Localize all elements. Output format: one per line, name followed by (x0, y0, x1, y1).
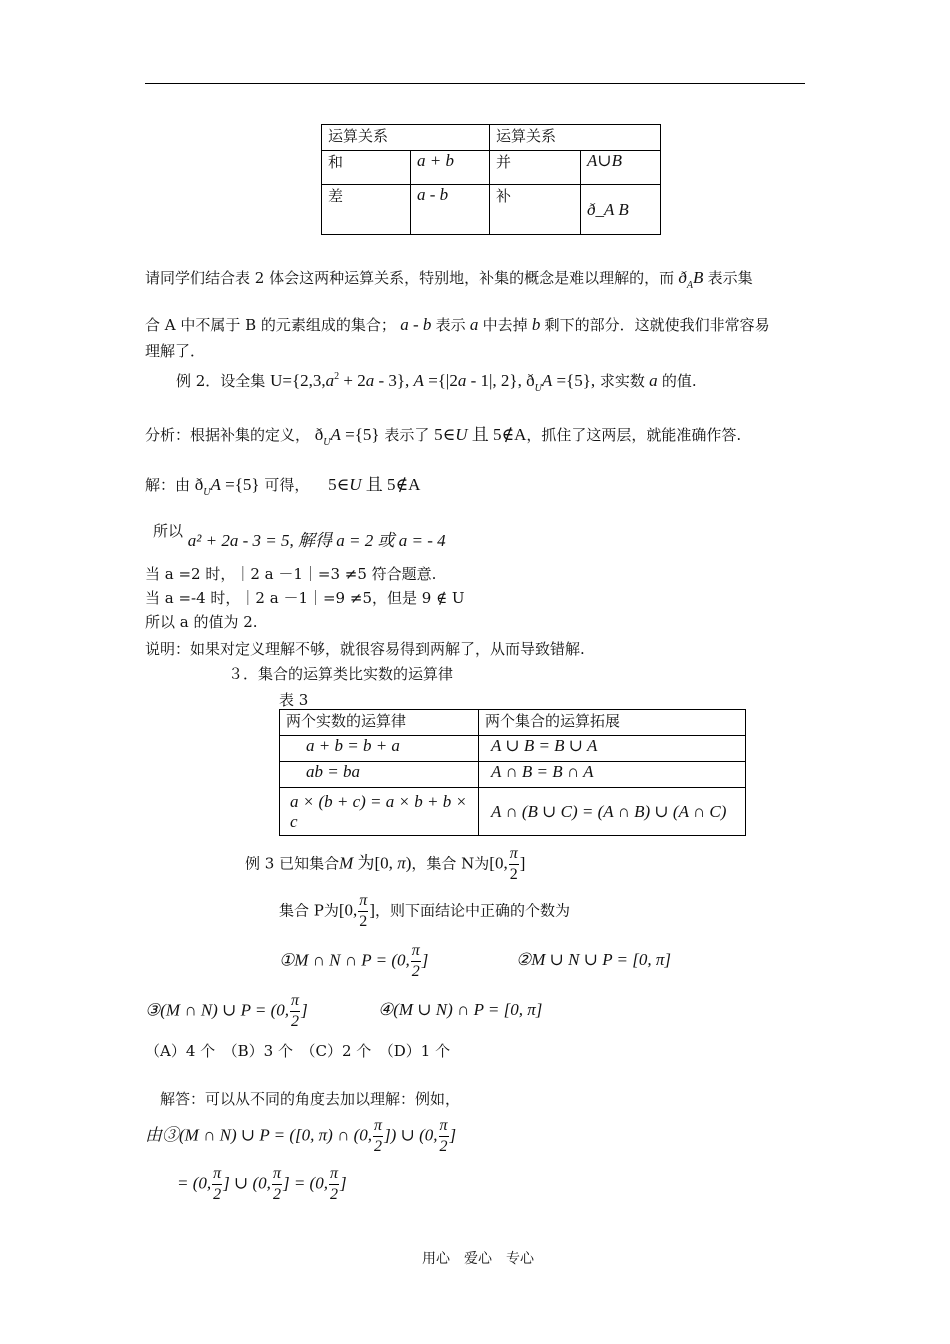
solution-case2: 当 a =-4 时，｜2 a －1｜=9 ≠5，但是 9 ∉ U (145, 589, 465, 607)
derivation-line1: 由③(M ∩ N) ∪ P = ([0, π) ∩ (0, $\frac{\pi}{2}$ ]) ∪ (0, $\frac{\pi}{2}$ ] (145, 1117, 457, 1155)
table3-cell: a + b = b + a (280, 736, 479, 762)
table3-cell: A ∩ (B ∪ C) = (A ∩ B) ∪ (A ∩ C) (479, 788, 746, 836)
section3-heading: ３．集合的运算类比实数的运算律 (228, 665, 454, 683)
table3-cell: A ∩ B = B ∩ A (479, 762, 746, 788)
solution-so: 所以 a² + 2a - 3 = 5, 解得 a = 2 或 a = - 4 (153, 522, 446, 550)
table3-col1-header: 两个实数的运算律 (280, 710, 479, 736)
analysis-line: 分析：根据补集的定义， $ð_UA =\{5\}$ 表示了 5∈U 且 5∉A，抓住了这两层，就能准确作答. (145, 425, 742, 448)
table1-cell: a - b (411, 185, 490, 235)
table1-cell: A∪B (581, 151, 661, 185)
table1-cell: 并 (490, 151, 581, 185)
operation-table-3 (279, 709, 746, 836)
table1-cell: 和 (322, 151, 411, 185)
table1-header-right: 运算关系 (490, 125, 661, 151)
table1-cell: 补 (490, 185, 581, 235)
paragraph-line: 合 A 中不属于 B 的元素组成的集合； a - b 表示 a 中去掉 b 剩下的部分．这就使我们非常容易 (145, 315, 770, 334)
option-1: ①M ∩ N ∩ P = (0, $\frac{\pi}{2}$ ] (279, 942, 429, 980)
table3-cell: a × (b + c) = a × b + b × c (280, 788, 479, 836)
solution-line: 解：由 $ð_UA =\{5\}$ 可得， 5∈U 且 5∉A (145, 475, 421, 498)
option-4: ④(M ∪ N) ∩ P = [0, π] (378, 1000, 543, 1019)
table1-header-left: 运算关系 (322, 125, 490, 151)
table3-cell: A ∪ B = B ∪ A (479, 736, 746, 762)
table1-cell: a + b (411, 151, 490, 185)
solution-case1: 当 a =2 时，｜2 a －1｜=3 ≠5 符合题意. (145, 565, 437, 583)
derivation-line2: = (0, $\frac{\pi}{2}$ ] ∪ (0, $\frac{\pi}{2}$ ] = (0, $\frac{\pi}{2}$ ] (177, 1165, 347, 1203)
table1-cell: ð_A B (581, 185, 661, 235)
table1-cell: 差 (322, 185, 411, 235)
solution-conclusion: 所以 a 的值为 2. (145, 613, 258, 631)
answer-choices: （A）4 个 （B）3 个 （C）2 个 （D）1 个 (145, 1042, 451, 1060)
table3-cell: ab = ba (280, 762, 479, 788)
example3-line2: 集合 P为[0, $\frac{\pi}{2}$ ]，则下面结论中正确的个数为 (279, 892, 570, 930)
option-2: ②M ∪ N ∪ P = [0, π] (516, 950, 672, 969)
example2-statement: 例 2．设全集 $U=\{2,3,a^2 + 2a - 3\}$, A ={|2a - 1|, 2}, $ð_UA =\{5\}$, 求实数 a 的值. (176, 371, 697, 394)
example3-line1: 例 3 已知集合M 为[0, π)，集合 N为[0, $\frac{\pi}{2}$ ] (245, 845, 526, 883)
answer-intro: 解答：可以从不同的角度去加以理解：例如， (160, 1090, 461, 1108)
option-3: ③(M ∩ N) ∪ P = (0, $\frac{\pi}{2}$ ] (145, 992, 308, 1030)
page-footer: 用心 爱心 专心 (422, 1251, 534, 1267)
paragraph-line: 理解了． (145, 342, 206, 360)
table3-label: 表 3 (279, 691, 309, 709)
paragraph-line: 请同学们结合表 2 体会这两种运算关系，特别地，补集的概念是难以理解的，而 $ð_AB$ 表示集 (145, 268, 753, 291)
header-rule (145, 83, 805, 84)
operation-table-1 (321, 124, 661, 235)
table3-col2-header: 两个集合的运算拓展 (479, 710, 746, 736)
solution-note: 说明：如果对定义理解不够，就很容易得到两解了，从而导致错解. (145, 640, 585, 658)
